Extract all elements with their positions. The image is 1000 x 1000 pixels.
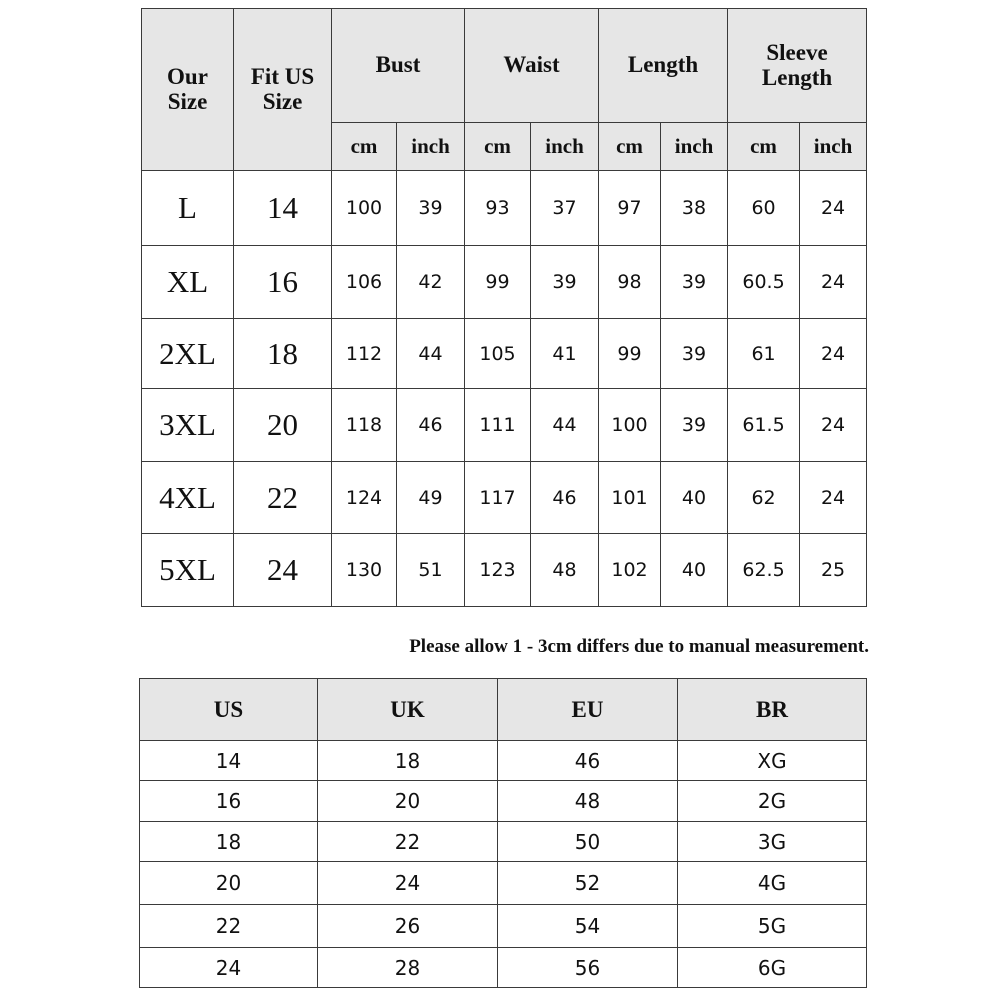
measurement-cell-waist-cm: 117 [465, 462, 531, 534]
conversion-row [140, 905, 867, 948]
size-conversion-table [139, 678, 867, 988]
unit-bust-cm: cm [332, 123, 397, 171]
measurement-cell-bust-in: 51 [397, 534, 465, 607]
measurement-cell-length-in: 39 [661, 246, 728, 319]
us-size-cell: 24 [140, 948, 318, 988]
measurement-cell-bust-cm: 112 [332, 319, 397, 389]
header-waist: Waist [465, 9, 599, 123]
unit-length-inch: inch [661, 123, 728, 171]
br-size-cell: 6G [678, 948, 867, 988]
measurement-cell-bust-in: 46 [397, 389, 465, 462]
unit-waist-inch: inch [531, 123, 599, 171]
measurement-cell-sleeve-in: 25 [800, 534, 867, 607]
our-size-cell: XL [142, 246, 234, 319]
measurement-note: Please allow 1 - 3cm differs due to manual measurement. [409, 636, 869, 657]
our-size-cell: 3XL [142, 389, 234, 462]
measurement-cell-sleeve-in: 24 [800, 171, 867, 246]
size-row [142, 534, 867, 607]
header-sleeve-length: Sleeve Length [728, 9, 867, 123]
measurement-cell-length-in: 40 [661, 534, 728, 607]
unit-sleeve-cm: cm [728, 123, 800, 171]
uk-size-cell: 28 [318, 948, 498, 988]
eu-size-cell: 48 [498, 781, 678, 822]
header-us: US [140, 679, 318, 741]
measurement-cell-sleeve-in: 24 [800, 319, 867, 389]
measurement-cell-waist-in: 44 [531, 389, 599, 462]
measurement-cell-sleeve-in: 24 [800, 462, 867, 534]
measurement-cell-length-cm: 99 [599, 319, 661, 389]
our-size-cell: 4XL [142, 462, 234, 534]
measurement-cell-sleeve-cm: 61 [728, 319, 800, 389]
unit-bust-inch: inch [397, 123, 465, 171]
conversion-row [140, 781, 867, 822]
header-br: BR [678, 679, 867, 741]
measurement-cell-sleeve-cm: 60.5 [728, 246, 800, 319]
measurement-cell-waist-cm: 111 [465, 389, 531, 462]
uk-size-cell: 22 [318, 822, 498, 862]
us-size-cell: 20 [140, 862, 318, 905]
fit-us-size-cell: 22 [234, 462, 332, 534]
eu-size-cell: 54 [498, 905, 678, 948]
size-row [142, 171, 867, 246]
header-eu: EU [498, 679, 678, 741]
unit-sleeve-inch: inch [800, 123, 867, 171]
fit-us-size-cell: 18 [234, 319, 332, 389]
fit-us-size-cell: 20 [234, 389, 332, 462]
measurement-cell-bust-in: 42 [397, 246, 465, 319]
our-size-cell: 2XL [142, 319, 234, 389]
us-size-cell: 22 [140, 905, 318, 948]
header-our-size: Our Size [142, 9, 234, 171]
measurement-cell-sleeve-cm: 62.5 [728, 534, 800, 607]
br-size-cell: XG [678, 741, 867, 781]
measurement-cell-waist-in: 46 [531, 462, 599, 534]
header-length: Length [599, 9, 728, 123]
size-row [142, 462, 867, 534]
measurement-cell-waist-cm: 105 [465, 319, 531, 389]
header-uk: UK [318, 679, 498, 741]
fit-us-size-cell: 16 [234, 246, 332, 319]
measurement-cell-sleeve-in: 24 [800, 389, 867, 462]
unit-length-cm: cm [599, 123, 661, 171]
measurement-cell-length-cm: 97 [599, 171, 661, 246]
br-size-cell: 4G [678, 862, 867, 905]
measurement-cell-bust-cm: 130 [332, 534, 397, 607]
uk-size-cell: 20 [318, 781, 498, 822]
conversion-row [140, 822, 867, 862]
eu-size-cell: 52 [498, 862, 678, 905]
header-bust: Bust [332, 9, 465, 123]
measurement-cell-waist-in: 48 [531, 534, 599, 607]
measurement-cell-length-cm: 101 [599, 462, 661, 534]
eu-size-cell: 50 [498, 822, 678, 862]
our-size-cell: 5XL [142, 534, 234, 607]
measurement-cell-length-cm: 98 [599, 246, 661, 319]
us-size-cell: 14 [140, 741, 318, 781]
conversion-row [140, 862, 867, 905]
measurement-cell-length-in: 40 [661, 462, 728, 534]
unit-waist-cm: cm [465, 123, 531, 171]
size-row [142, 389, 867, 462]
br-size-cell: 2G [678, 781, 867, 822]
measurement-cell-bust-in: 39 [397, 171, 465, 246]
br-size-cell: 5G [678, 905, 867, 948]
measurement-cell-length-in: 38 [661, 171, 728, 246]
us-size-cell: 16 [140, 781, 318, 822]
measurement-cell-bust-in: 44 [397, 319, 465, 389]
measurement-cell-bust-cm: 118 [332, 389, 397, 462]
conversion-row [140, 948, 867, 988]
measurement-cell-waist-in: 37 [531, 171, 599, 246]
measurement-cell-bust-cm: 124 [332, 462, 397, 534]
us-size-cell: 18 [140, 822, 318, 862]
measurement-cell-waist-in: 41 [531, 319, 599, 389]
size-chart-table [141, 8, 867, 607]
measurement-cell-sleeve-in: 24 [800, 246, 867, 319]
measurement-cell-bust-in: 49 [397, 462, 465, 534]
measurement-cell-waist-cm: 93 [465, 171, 531, 246]
measurement-cell-length-in: 39 [661, 389, 728, 462]
measurement-cell-sleeve-cm: 60 [728, 171, 800, 246]
measurement-cell-length-cm: 100 [599, 389, 661, 462]
measurement-cell-length-in: 39 [661, 319, 728, 389]
eu-size-cell: 56 [498, 948, 678, 988]
measurement-cell-waist-cm: 99 [465, 246, 531, 319]
header-fit-us-size: Fit US Size [234, 9, 332, 171]
uk-size-cell: 26 [318, 905, 498, 948]
measurement-cell-bust-cm: 106 [332, 246, 397, 319]
measurement-cell-bust-cm: 100 [332, 171, 397, 246]
br-size-cell: 3G [678, 822, 867, 862]
uk-size-cell: 18 [318, 741, 498, 781]
measurement-cell-sleeve-cm: 62 [728, 462, 800, 534]
size-row [142, 246, 867, 319]
fit-us-size-cell: 24 [234, 534, 332, 607]
measurement-cell-sleeve-cm: 61.5 [728, 389, 800, 462]
conversion-row [140, 741, 867, 781]
size-row [142, 319, 867, 389]
uk-size-cell: 24 [318, 862, 498, 905]
measurement-cell-waist-in: 39 [531, 246, 599, 319]
eu-size-cell: 46 [498, 741, 678, 781]
fit-us-size-cell: 14 [234, 171, 332, 246]
measurement-cell-length-cm: 102 [599, 534, 661, 607]
our-size-cell: L [142, 171, 234, 246]
measurement-cell-waist-cm: 123 [465, 534, 531, 607]
